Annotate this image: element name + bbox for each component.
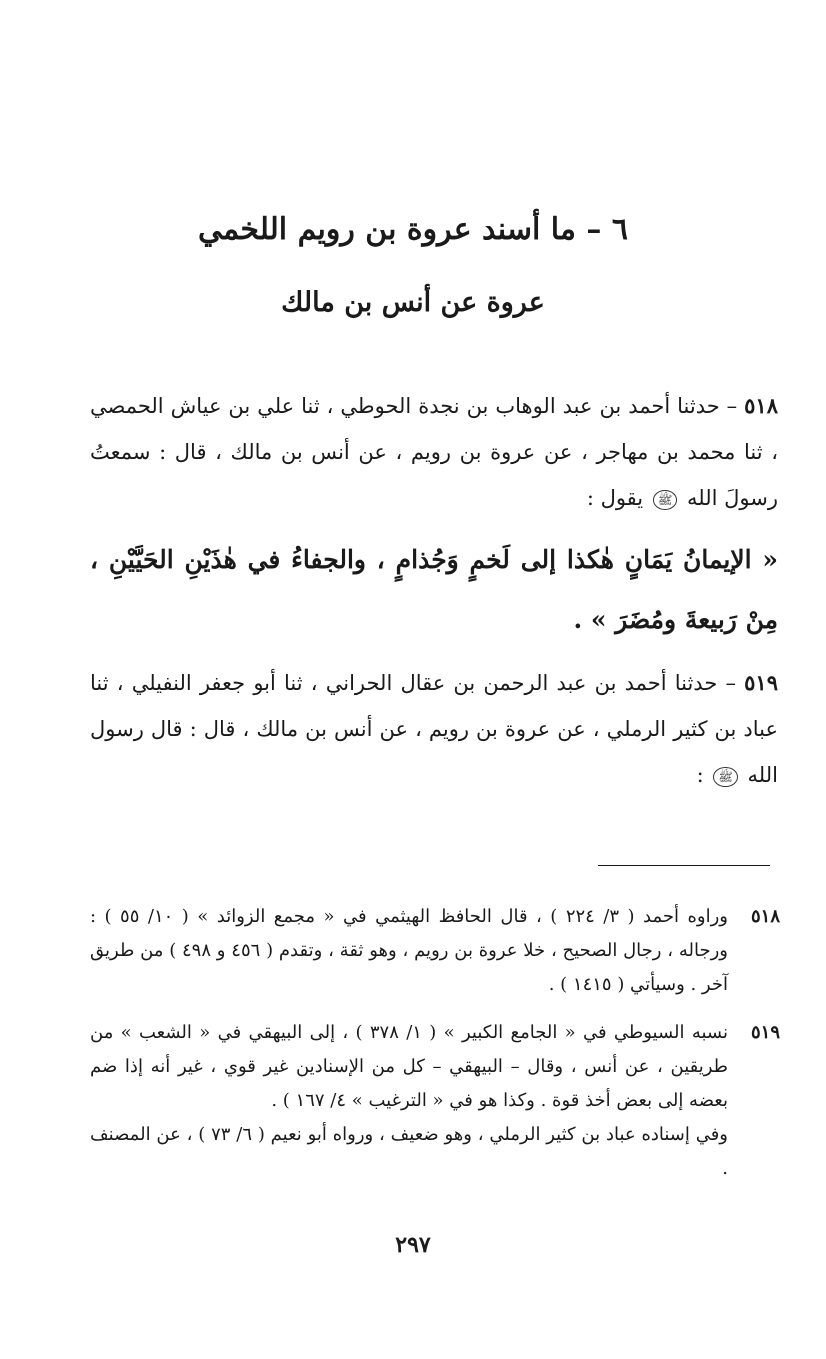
footnote-text: وراوه أحمد ( ٣/ ٢٢٤ ) ، قال الحافظ الهيثمي في « مجمع الزوائد » ( ١٠/ ٥٥ ) : ورجاله ، رجال الصحيح ، خلا عروة بن رويم ، وهو ثقة ، وتقدم ( ٤٥٦ و ٤٩٨ ) من طريق آخر . وسيأتي ( ١٤١٥ ) .: [90, 906, 728, 995]
footnote-text: وفي إسناده عباد بن كثير الرملي ، وهو ضعيف ، ورواه أبو نعيم ( ٦/ ٧٣ ) ، عن المصنف .: [90, 1124, 729, 1179]
hadith-text: – حدثنا أحمد بن عبد الوهاب بن نجدة الحوطي ، ثنا علي بن عياش الحمصي ، ثنا محمد بن مهاجر ، عن عروة بن رويم ، عن أنس بن مالك ، قال : سمعتُ رسولَ الله: [90, 394, 778, 510]
pbuh-glyph: ﷺ: [713, 767, 738, 787]
hadith-text-after: يقول :: [586, 486, 644, 510]
hadith-518-isnad: [90, 383, 778, 521]
footnote-number: ٥١٨: [750, 906, 780, 927]
hadith-text-after: :: [696, 763, 704, 787]
hadith-518-matn: « الإيمانُ يَمَانٍ هٰكذا إلى لَخمٍ وَجُذامٍ ، والجفاءُ في هٰذَيْنِ الحَيَّيْنِ ، مِنْ رَبيعةَ ومُضَرَ » .: [90, 545, 778, 634]
pbuh-glyph: ﷺ: [653, 490, 678, 510]
section-subheading: عروة عن أنس بن مالك: [281, 287, 545, 318]
hadith-number: ٥١٨: [744, 393, 778, 418]
page-number: ٢٩٧: [395, 1232, 431, 1258]
hadith-number: ٥١٩: [744, 670, 778, 695]
footnote-text: نسبه السيوطي في « الجامع الكبير » ( ١/ ٣٧٨ ) ، إلى البيهقي في « الشعب » من طريقين ، عن أنس ، وقال – البيهقي – كل من الإسنادين غير قوي ، غير أنه إذا ضم بعضه إلى بعض أخذ قوة . وكذا هو في « الترغيب » ٤/ ١٦٧ ) .: [90, 1022, 728, 1111]
footnote-519: [90, 1016, 780, 1186]
chapter-heading: ٦ – ما أسند عروة بن رويم اللخمي: [198, 212, 628, 247]
footnote-518: [90, 900, 780, 1002]
footnote-number: ٥١٩: [750, 1022, 780, 1043]
hadith-text: – حدثنا أحمد بن عبد الرحمن بن عقال الحراني ، ثنا أبو جعفر النفيلي ، ثنا عباد بن كثير الرملي ، عن عروة بن رويم ، عن أنس بن مالك ، قال : قال رسول الله: [90, 671, 778, 787]
footnote-separator: [598, 865, 770, 866]
hadith-519-isnad: [90, 660, 778, 798]
